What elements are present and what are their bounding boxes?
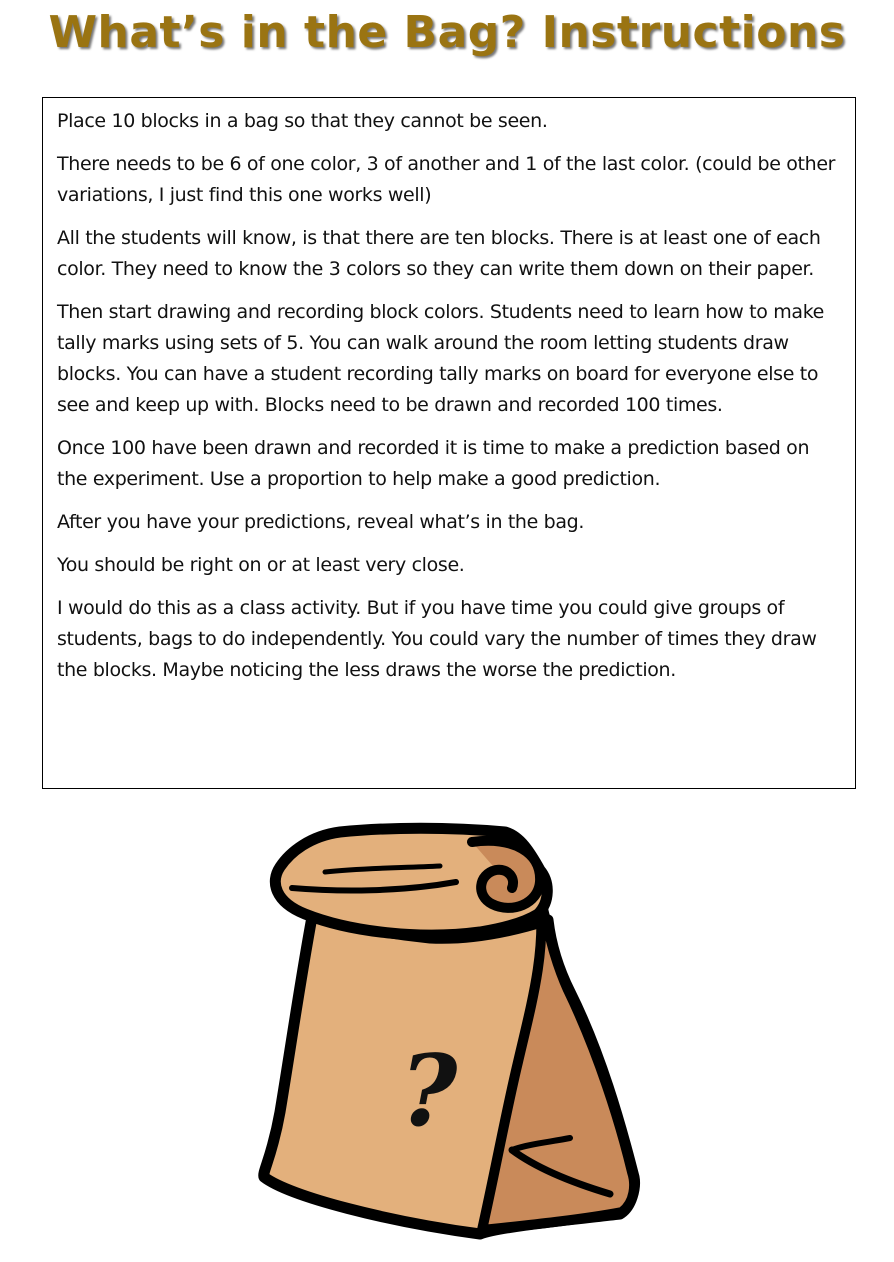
instructions-box [42,97,856,789]
instruction-paragraph: There needs to be 6 of one color, 3 of another and 1 of the last color. (could be other variations, I just find this one works well) [57,153,836,206]
instruction-paragraph: Then start drawing and recording block colors. Students need to learn how to make tally marks using sets of 5. You can walk around the room letting students draw blocks. You can have a student recording tally marks on board for everyone else to see and keep up with. Blocks need to be drawn and recorded 100 times. [57,301,825,416]
instruction-paragraph: Once 100 have been drawn and recorded it is time to make a prediction based on the experiment. Use a proportion to help make a good prediction. [57,437,810,490]
paper-bag-illustration [250,822,650,1247]
page-title: What’s in the Bag? Instructions [48,7,846,58]
question-mark: ? [400,1034,458,1149]
instruction-paragraph: All the students will know, is that there are ten blocks. There is at least one of each color. They need to know the 3 colors so they can write them down on their paper. [57,227,821,280]
instruction-paragraph: After you have your predictions, reveal what’s in the bag. [57,511,585,533]
paper-bag-icon [250,822,650,1247]
instruction-paragraph: Place 10 blocks in a bag so that they cannot be seen. [57,110,548,132]
instruction-paragraph: I would do this as a class activity. But if you have time you could give groups of students, bags to do independently. You could vary the number of times they draw the blocks. Maybe noticing the less draws the worse the prediction. [57,597,817,681]
instruction-paragraph: You should be right on or at least very close. [57,554,465,576]
